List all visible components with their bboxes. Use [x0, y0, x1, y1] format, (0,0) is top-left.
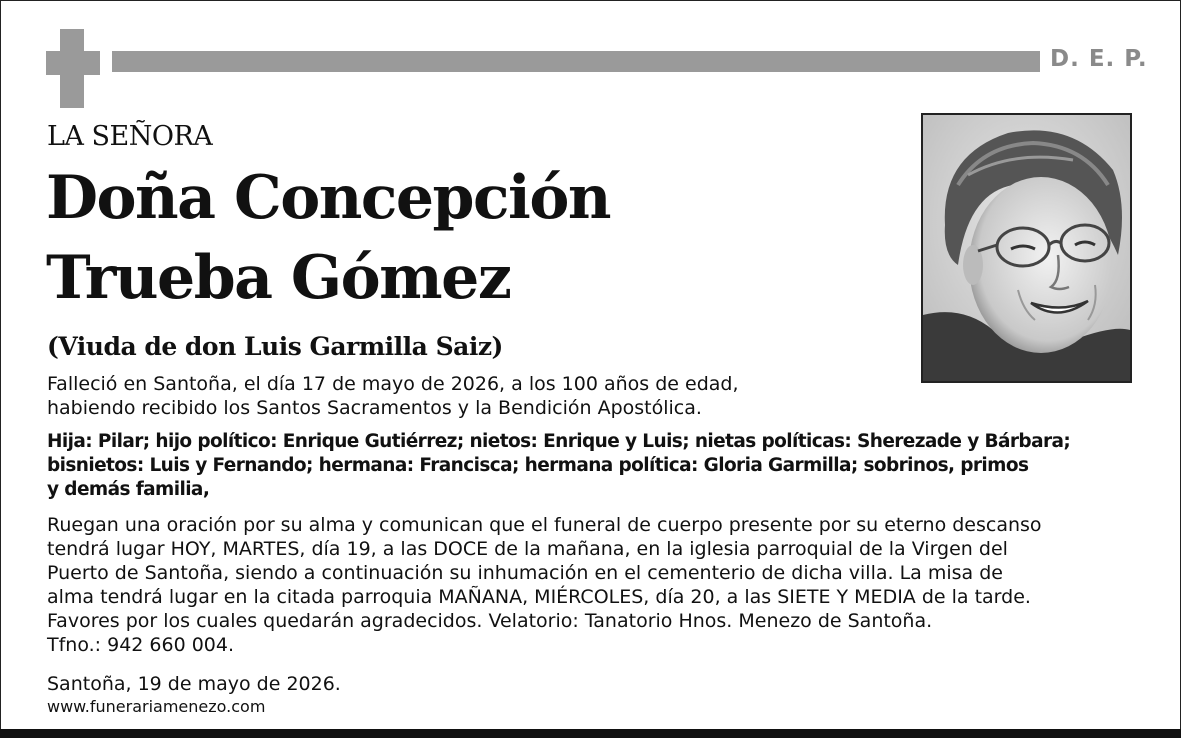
cross-icon — [46, 29, 100, 108]
website-link[interactable]: www.funerariamenezo.com — [47, 697, 266, 716]
service-line: Ruegan una oración por su alma y comunican que el funeral de cuerpo presente por su eterno descanso — [47, 514, 1042, 536]
notice-title: LA SEÑORA — [47, 121, 213, 152]
family-line: y demás familia, — [47, 479, 210, 500]
bottom-border — [0, 729, 1181, 738]
deceased-name-line2: Trueba Gómez — [46, 243, 511, 313]
service-details — [47, 513, 1042, 657]
death-line: habiendo recibido los Santos Sacramentos y la Bendición Apostólica. — [47, 397, 702, 419]
header-rule — [112, 51, 1040, 72]
place-date: Santoña, 19 de mayo de 2026. — [47, 673, 341, 695]
service-line: Puerto de Santoña, siendo a continuación su inhumación en el cementerio de dicha villa. La misa de — [47, 562, 1003, 584]
widow-of-line: (Viuda de don Luis Garmilla Saiz) — [47, 332, 503, 361]
family-line: Hija: Pilar; hijo político: Enrique Gutiérrez; nietos: Enrique y Luis; nietas políticas: Sherezade y Bárbara; — [47, 431, 1071, 452]
service-line: tendrá lugar HOY, MARTES, día 19, a las DOCE de la mañana, en la iglesia parroquial de la Virgen del — [47, 538, 1008, 560]
portrait-photo — [921, 113, 1132, 383]
service-line: Favores por los cuales quedarán agradecidos. Velatorio: Tanatorio Hnos. Menezo de Santoña. — [47, 610, 933, 632]
death-announcement — [47, 372, 739, 420]
death-line: Falleció en Santoña, el día 17 de mayo de 2026, a los 100 años de edad, — [47, 373, 739, 395]
family-line: bisnietos: Luis y Fernando; hermana: Francisca; hermana política: Gloria Garmilla; sobrinos, primos — [47, 455, 1029, 476]
service-line: Tfno.: 942 660 004. — [47, 634, 235, 656]
family-list — [47, 430, 1070, 502]
deceased-name-line1: Doña Concepción — [46, 163, 610, 233]
portrait-illustration — [923, 115, 1130, 381]
service-line: alma tendrá lugar en la citada parroquia MAÑANA, MIÉRCOLES, día 20, a las SIETE Y MEDIA de la tarde. — [47, 586, 1031, 608]
dep-label: D. E. P. — [1050, 46, 1148, 72]
